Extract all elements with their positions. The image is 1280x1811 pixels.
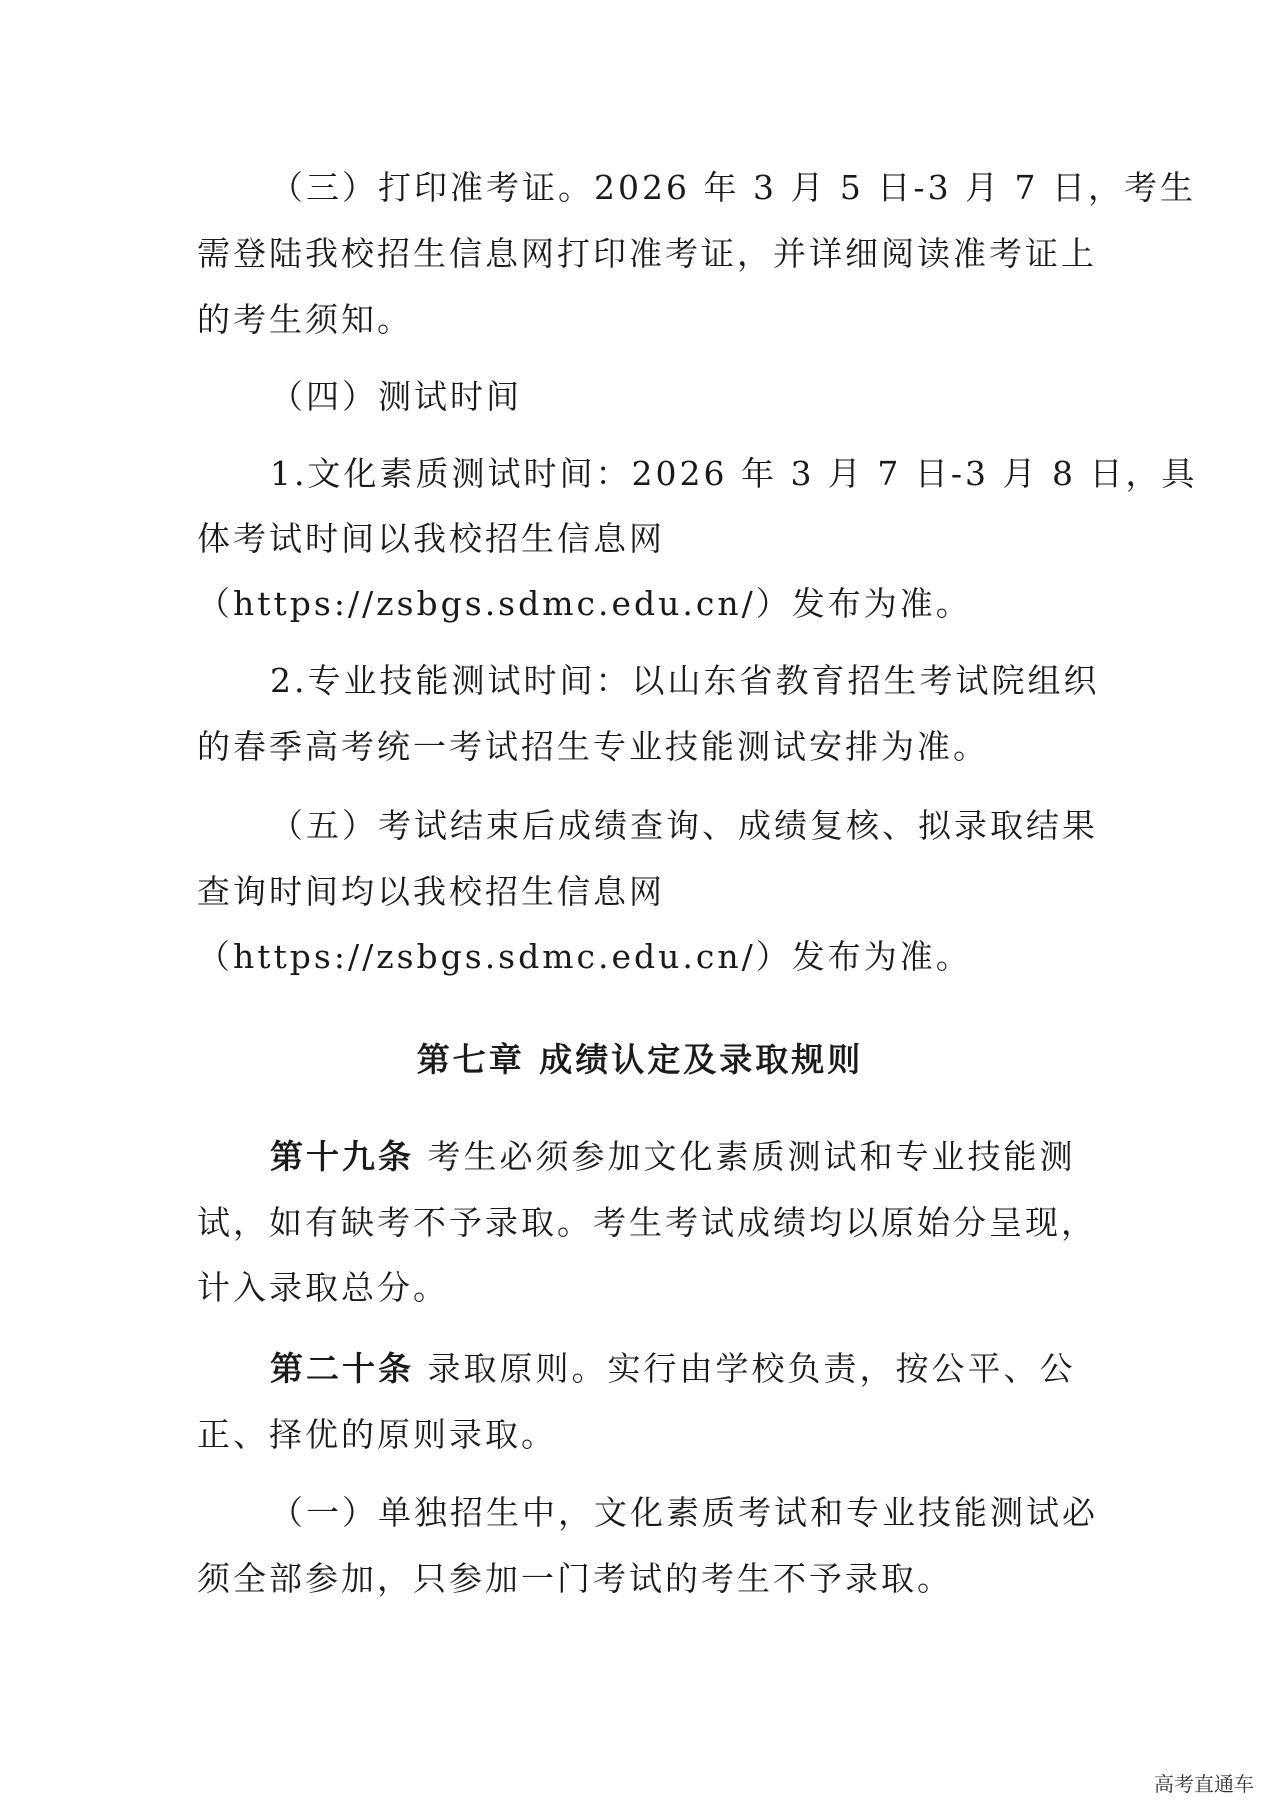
paragraph-line: 体考试时间以我校招生信息网 (197, 519, 665, 558)
paragraph-line: 计入录取总分。 (197, 1268, 449, 1307)
url-line: （https://zsbgs.sdmc.edu.cn/）发布为准。 (197, 584, 972, 623)
paragraph-line: 的春季高考统一考试招生专业技能测试安排为准。 (197, 727, 989, 766)
watermark-text: 高考直通车 (1154, 1772, 1254, 1796)
article-text: 录取原则。实行由学校负责，按公平、公 (414, 1349, 1076, 1388)
paragraph-line: 正、择优的原则录取。 (197, 1415, 557, 1454)
paragraph-line: 的考生须知。 (197, 300, 413, 339)
url-line: （https://zsbgs.sdmc.edu.cn/）发布为准。 (197, 937, 972, 976)
article-19 (270, 1137, 1076, 1177)
paragraph-line: （三）打印准考证。2026 年 3 月 5 日-3 月 7 日，考生 (270, 168, 1197, 207)
article-text: 考生必须参加文化素质测试和专业技能测 (414, 1137, 1076, 1176)
article-label: 第十九条 (270, 1137, 414, 1176)
paragraph-line: 试，如有缺考不予录取。考生考试成绩均以原始分呈现， (197, 1203, 1097, 1242)
chapter-title: 第七章 成绩认定及录取规则 (416, 1040, 864, 1079)
article-20 (270, 1349, 1076, 1389)
article-label: 第二十条 (270, 1349, 414, 1388)
paragraph-line: （一）单独招生中，文化素质考试和专业技能测试必 (270, 1493, 1098, 1532)
paragraph-line: （五）考试结束后成绩查询、成绩复核、拟录取结果 (270, 806, 1098, 845)
section-heading: （四）测试时间 (270, 377, 522, 416)
paragraph-line: 查询时间均以我校招生信息网 (197, 872, 665, 911)
paragraph-line: 须全部参加，只参加一门考试的考生不予录取。 (197, 1559, 953, 1598)
paragraph-line: 需登陆我校招生信息网打印准考证，并详细阅读准考证上 (197, 234, 1097, 273)
paragraph-line: 1.文化素质测试时间：2026 年 3 月 7 日-3 月 8 日，具 (270, 454, 1198, 493)
paragraph-line: 2.专业技能测试时间：以山东省教育招生考试院组织 (270, 661, 1100, 700)
